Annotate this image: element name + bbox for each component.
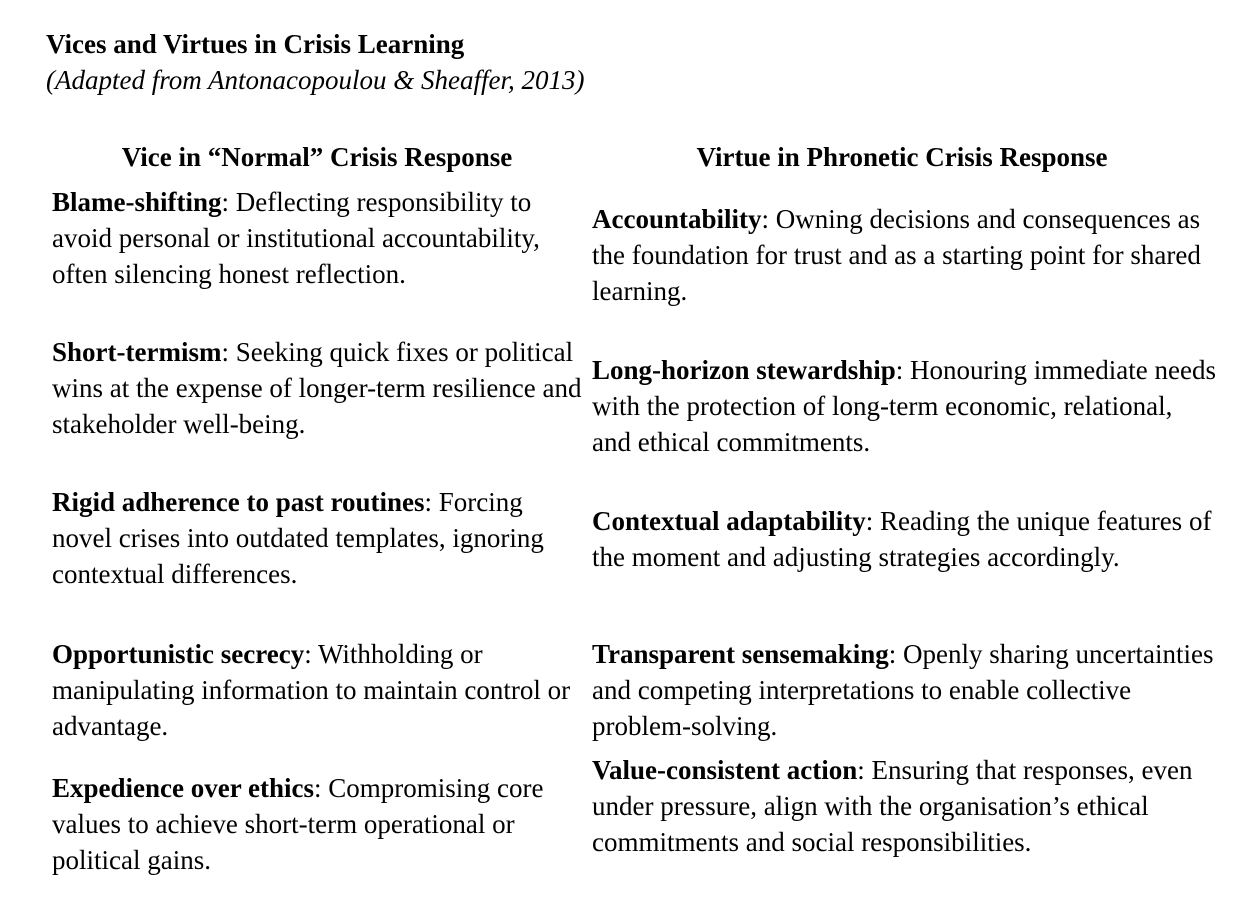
virtue-term: Long-horizon stewardship (592, 355, 896, 385)
vice-entry-blame-shifting (52, 184, 582, 292)
vice-description: : Deflecting responsibility to avoid personal or institutional accountability, often silencing honest reflection. (52, 187, 540, 289)
virtue-description: : Honouring immediate needs with the protection of long-term economic, relational, and ethical commitments. (592, 355, 1216, 457)
virtue-description: : Openly sharing uncertainties and competing interpretations to enable collective problem-solving. (592, 639, 1214, 741)
virtue-term: Value-consistent action (592, 755, 858, 785)
vice-entry-rigid-adherence (52, 484, 582, 592)
virtue-term: Transparent sensemaking (592, 639, 889, 669)
page-title: Vices and Virtues in Crisis Learning (46, 29, 465, 59)
virtue-term: Contextual adaptability (592, 506, 866, 536)
virtue-description: : Owning decisions and consequences as the foundation for trust and as a starting point for shared learning. (592, 204, 1201, 306)
vice-description: : Withholding or manipulating information to maintain control or advantage. (52, 639, 571, 741)
virtue-description: : Ensuring that responses, even under pressure, align with the organisation’s ethical commitments and social responsibilities. (592, 755, 1193, 857)
virtue-column-header: Virtue in Phronetic Crisis Response (696, 142, 1108, 172)
vice-column-header: Vice in “Normal” Crisis Response (121, 142, 513, 172)
vice-term: Blame-shifting (52, 187, 222, 217)
vice-entry-expedience-over-ethics (52, 770, 582, 878)
virtue-entry-value-consistent-action (592, 752, 1217, 860)
virtue-entry-transparent-sensemaking (592, 636, 1217, 744)
vice-term: Opportunistic secrecy (52, 639, 305, 669)
vice-term: Short-termism (52, 337, 222, 367)
virtue-term: Accountability (592, 204, 762, 234)
vice-entry-opportunistic-secrecy (52, 636, 582, 744)
vice-description: : Seeking quick fixes or political wins at the expense of longer-term resilience and stakeholder well-being. (52, 337, 582, 439)
vice-entry-short-termism (52, 334, 582, 442)
vice-term: Expedience over ethics (52, 773, 314, 803)
virtue-description: : Reading the unique features of the moment and adjusting strategies accordingly. (592, 506, 1212, 572)
virtue-entry-long-horizon-stewardship (592, 352, 1217, 460)
virtue-entry-contextual-adaptability (592, 503, 1217, 575)
virtue-entry-accountability (592, 201, 1217, 309)
vice-description: : Compromising core values to achieve short-term operational or political gains. (52, 773, 544, 875)
vice-term: Rigid adherence to past routines (52, 487, 425, 517)
vice-description: : Forcing novel crises into outdated templates, ignoring contextual differences. (52, 487, 544, 589)
page-subtitle: (Adapted from Antonacopoulou & Sheaffer, 2013) (46, 65, 585, 95)
